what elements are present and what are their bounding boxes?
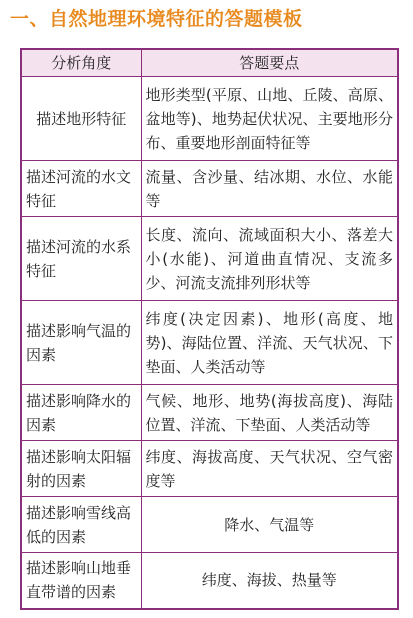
row-points: 地形类型(平原、山地、丘陵、高原、盆地等)、地势起伏状况、主要地形分布、重要地形剖面特征等 <box>141 77 398 161</box>
table-row <box>21 217 398 301</box>
row-angle: 描述河流的水文特征 <box>21 161 141 217</box>
row-angle: 描述河流的水系特征 <box>21 217 141 301</box>
row-points: 纬度、海拔、热量等 <box>141 553 398 609</box>
table-header-row <box>21 49 398 77</box>
table-row <box>21 441 398 497</box>
row-angle: 描述影响降水的因素 <box>21 385 141 441</box>
row-angle: 描述影响山地垂直带谱的因素 <box>21 553 141 609</box>
table-row <box>21 497 398 553</box>
row-points: 降水、气温等 <box>141 497 398 553</box>
table-row <box>21 161 398 217</box>
row-angle: 描述影响雪线高低的因素 <box>21 497 141 553</box>
row-angle: 描述影响气温的因素 <box>21 301 141 385</box>
table-row <box>21 553 398 609</box>
row-angle: 描述地形特征 <box>21 77 141 161</box>
row-points: 纬度(决定因素)、地形(高度、地势)、海陆位置、洋流、天气状况、下垫面、人类活动等 <box>141 301 398 385</box>
row-angle: 描述影响太阳辐射的因素 <box>21 441 141 497</box>
answer-template-table <box>20 48 399 610</box>
row-points: 长度、流向、流域面积大小、落差大小(水能)、河道曲直情况、支流多少、河流支流排列形状等 <box>141 217 398 301</box>
header-answer-points: 答题要点 <box>141 49 398 77</box>
header-analysis-angle: 分析角度 <box>21 49 141 77</box>
page-title: 一、自然地理环境特征的答题模板 <box>10 8 303 30</box>
row-points: 纬度、海拔高度、天气状况、空气密度等 <box>141 441 398 497</box>
row-points: 流量、含沙量、结冰期、水位、水能等 <box>141 161 398 217</box>
table-row <box>21 301 398 385</box>
row-points: 气候、地形、地势(海拔高度)、海陆位置、洋流、下垫面、人类活动等 <box>141 385 398 441</box>
table-row <box>21 77 398 161</box>
table-row <box>21 385 398 441</box>
